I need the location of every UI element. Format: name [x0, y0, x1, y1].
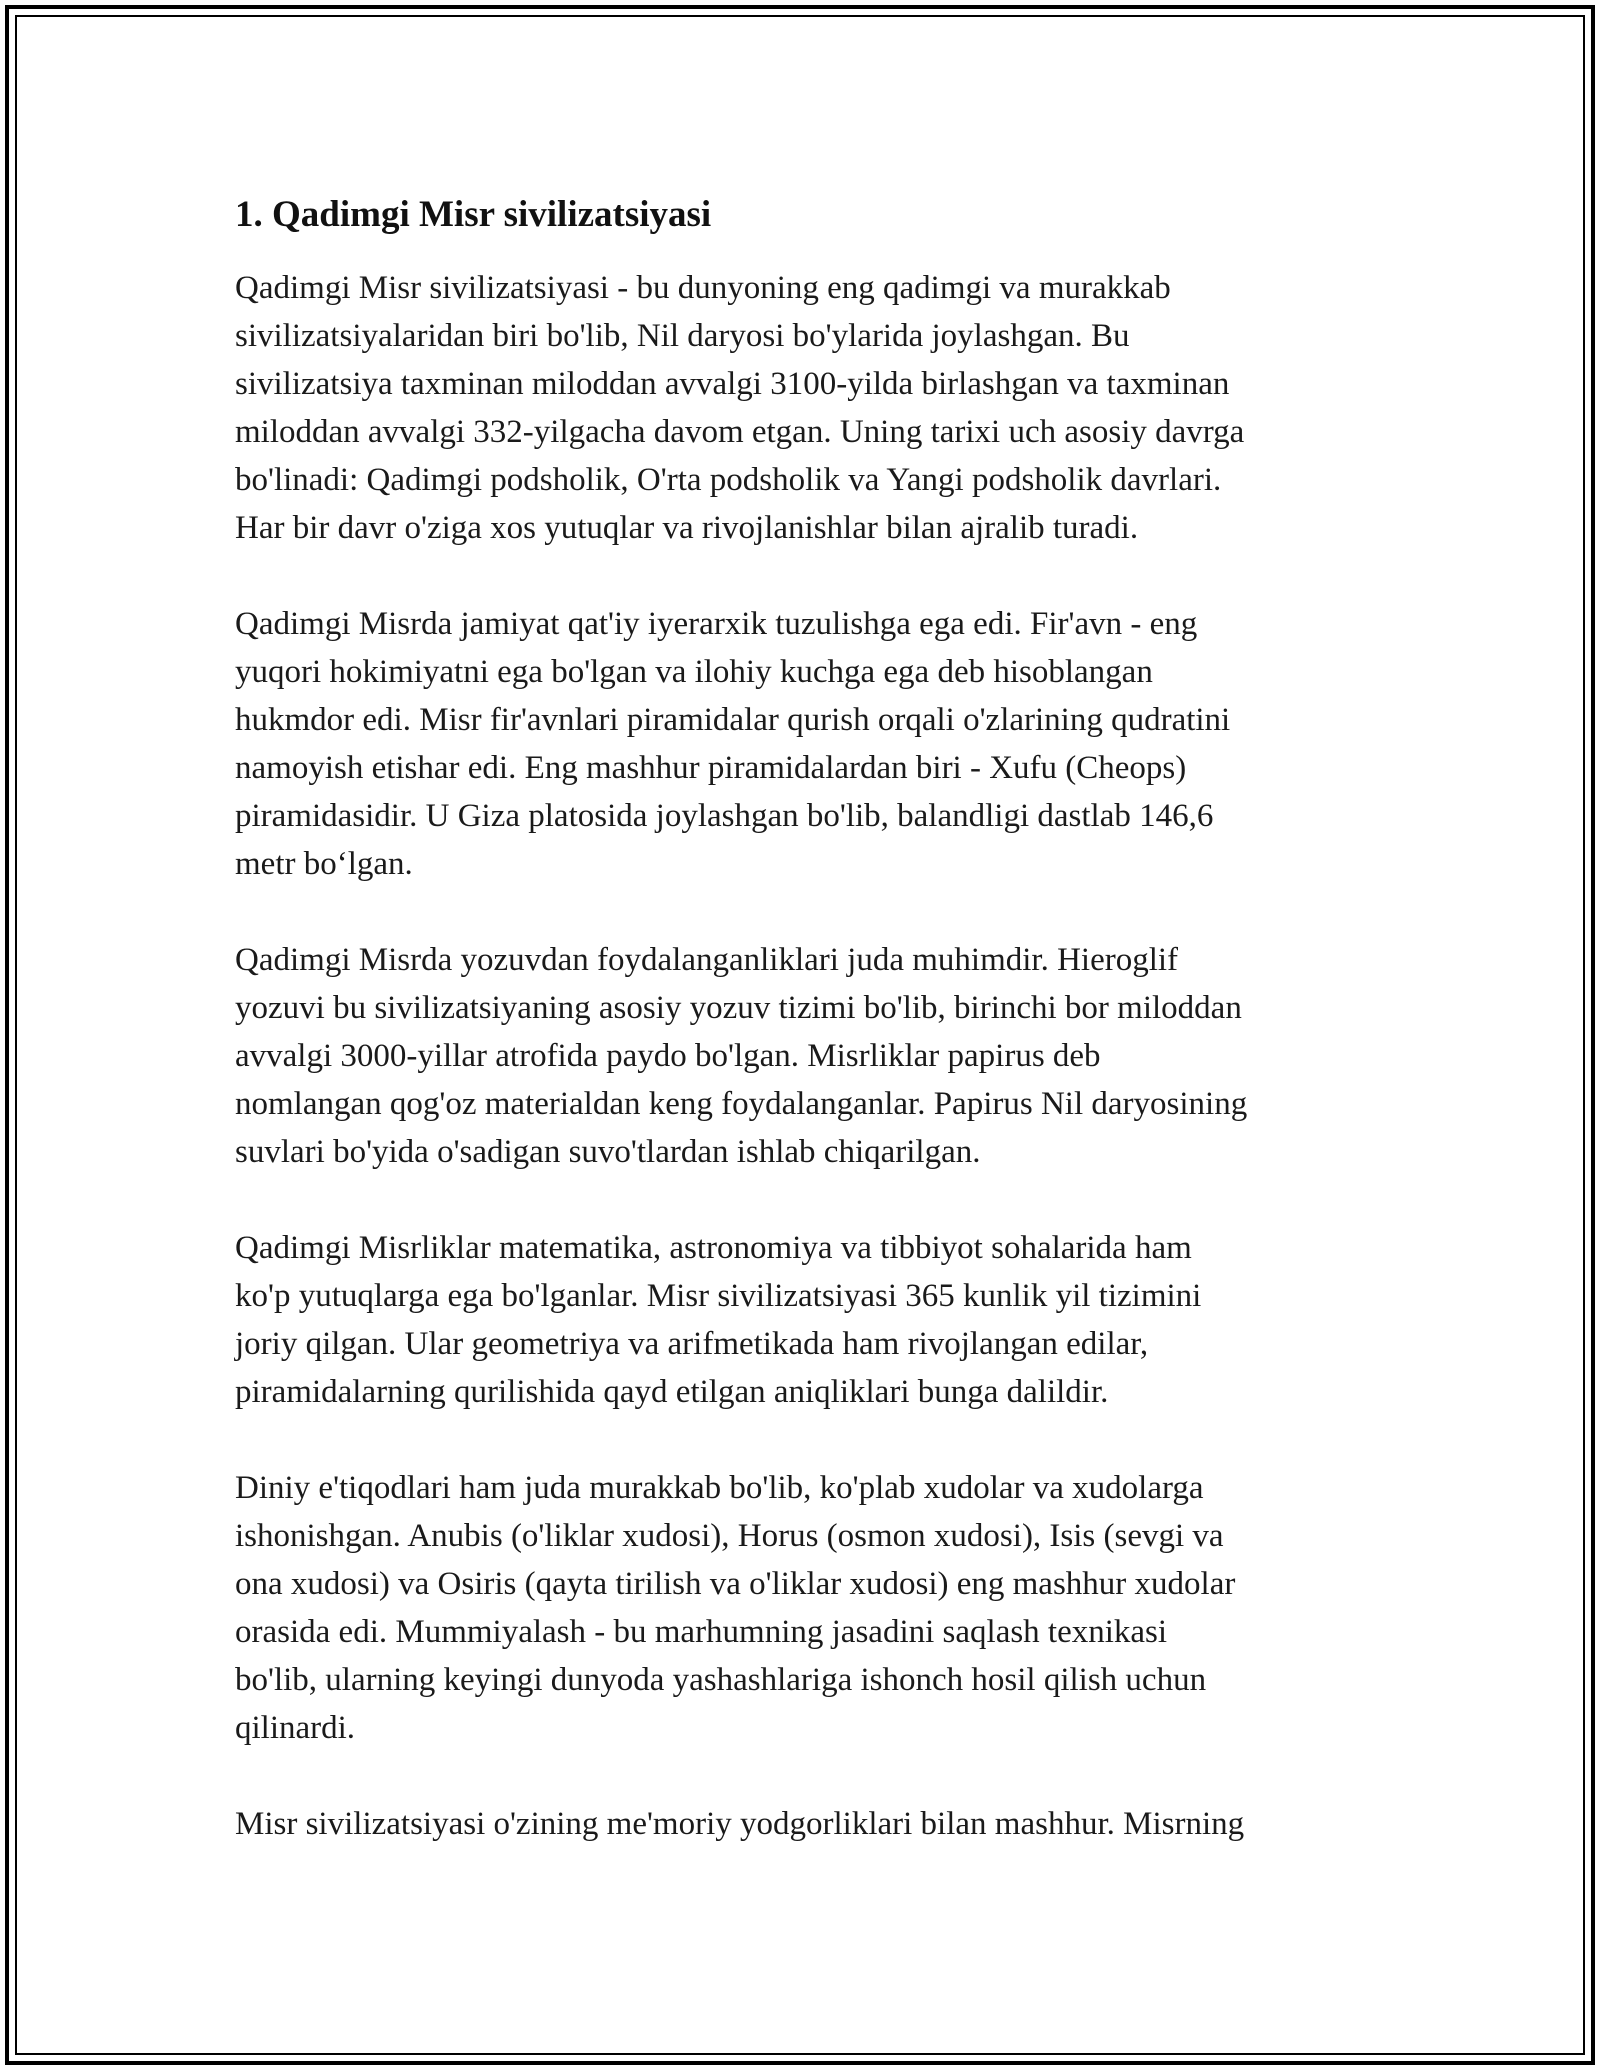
paragraph-6 — [235, 1800, 1375, 1848]
text-line: joriy qilgan. Ular geometriya va arifmetikada ham rivojlangan edilar, — [235, 1326, 1149, 1362]
paragraph-3 — [235, 936, 1375, 1176]
document-body — [235, 186, 1375, 1896]
section-heading: 1. Qadimgi Misr sivilizatsiyasi — [235, 194, 712, 235]
text-line: Qadimgi Misrda yozuvdan foydalanganliklari juda muhimdir. Hieroglif — [235, 942, 1179, 978]
text-line: Misr sivilizatsiyasi o'zining me'moriy yodgorliklari bilan mashhur. Misrning — [235, 1806, 1245, 1842]
text-line: piramidalarning qurilishida qayd etilgan aniqliklari bunga dalildir. — [235, 1374, 1109, 1410]
text-line: Qadimgi Misrliklar matematika, astronomiya va tibbiyot sohalarida ham — [235, 1230, 1192, 1266]
text-line: suvlari bo'yida o'sadigan suvo'tlardan ishlab chiqarilgan. — [235, 1134, 981, 1170]
text-line: Diniy e'tiqodlari ham juda murakkab bo'lib, ko'plab xudolar va xudolarga — [235, 1470, 1204, 1506]
paragraph-4 — [235, 1224, 1375, 1416]
text-line: piramidasidir. U Giza platosida joylashgan bo'lib, balandligi dastlab 146,6 — [235, 798, 1214, 834]
paragraph-2 — [235, 600, 1375, 888]
text-line: sivilizatsiyalaridan biri bo'lib, Nil daryosi bo'ylarida joylashgan. Bu — [235, 318, 1130, 354]
text-line: ona xudosi) va Osiris (qayta tirilish va o'liklar xudosi) eng mashhur xudolar — [235, 1566, 1236, 1602]
text-line: sivilizatsiya taxminan miloddan avvalgi 3100-yilda birlashgan va taxminan — [235, 366, 1230, 402]
text-line: Har bir davr o'ziga xos yutuqlar va rivojlanishlar bilan ajralib turadi. — [235, 510, 1139, 546]
text-line: qilinardi. — [235, 1710, 356, 1746]
text-line: hukmdor edi. Misr fir'avnlari piramidalar qurish orqali o'zlarining qudratini — [235, 702, 1231, 738]
text-line: bo'lib, ularning keyingi dunyoda yashashlariga ishonch hosil qilish uchun — [235, 1662, 1207, 1698]
paragraph-5 — [235, 1464, 1375, 1752]
text-line: orasida edi. Mummiyalash - bu marhumning jasadini saqlash texnikasi — [235, 1614, 1168, 1650]
text-line: Qadimgi Misrda jamiyat qat'iy iyerarxik tuzulishga ega edi. Fir'avn - eng — [235, 606, 1198, 642]
text-line: namoyish etishar edi. Eng mashhur piramidalardan biri - Xufu (Cheops) — [235, 750, 1187, 786]
text-line: nomlangan qog'oz materialdan keng foydalanganlar. Papirus Nil daryosining — [235, 1086, 1248, 1122]
text-line: yozuvi bu sivilizatsiyaning asosiy yozuv tizimi bo'lib, birinchi bor miloddan — [235, 990, 1242, 1026]
text-line: miloddan avvalgi 332-yilgacha davom etgan. Uning tarixi uch asosiy davrga — [235, 414, 1245, 450]
text-line: ishonishgan. Anubis (o'liklar xudosi), Horus (osmon xudosi), Isis (sevgi va — [235, 1518, 1224, 1554]
text-line: metr bo‘lgan. — [235, 846, 413, 882]
text-line: yuqori hokimiyatni ega bo'lgan va ilohiy kuchga ega deb hisoblangan — [235, 654, 1153, 690]
text-line: bo'linadi: Qadimgi podsholik, O'rta podsholik va Yangi podsholik davrlari. — [235, 462, 1222, 498]
text-line: Qadimgi Misr sivilizatsiyasi - bu dunyoning eng qadimgi va murakkab — [235, 270, 1171, 306]
text-line: avvalgi 3000-yillar atrofida paydo bo'lgan. Misrliklar papirus deb — [235, 1038, 1101, 1074]
paragraph-1 — [235, 264, 1375, 552]
text-line: ko'p yutuqlarga ega bo'lganlar. Misr sivilizatsiyasi 365 kunlik yil tizimini — [235, 1278, 1202, 1314]
